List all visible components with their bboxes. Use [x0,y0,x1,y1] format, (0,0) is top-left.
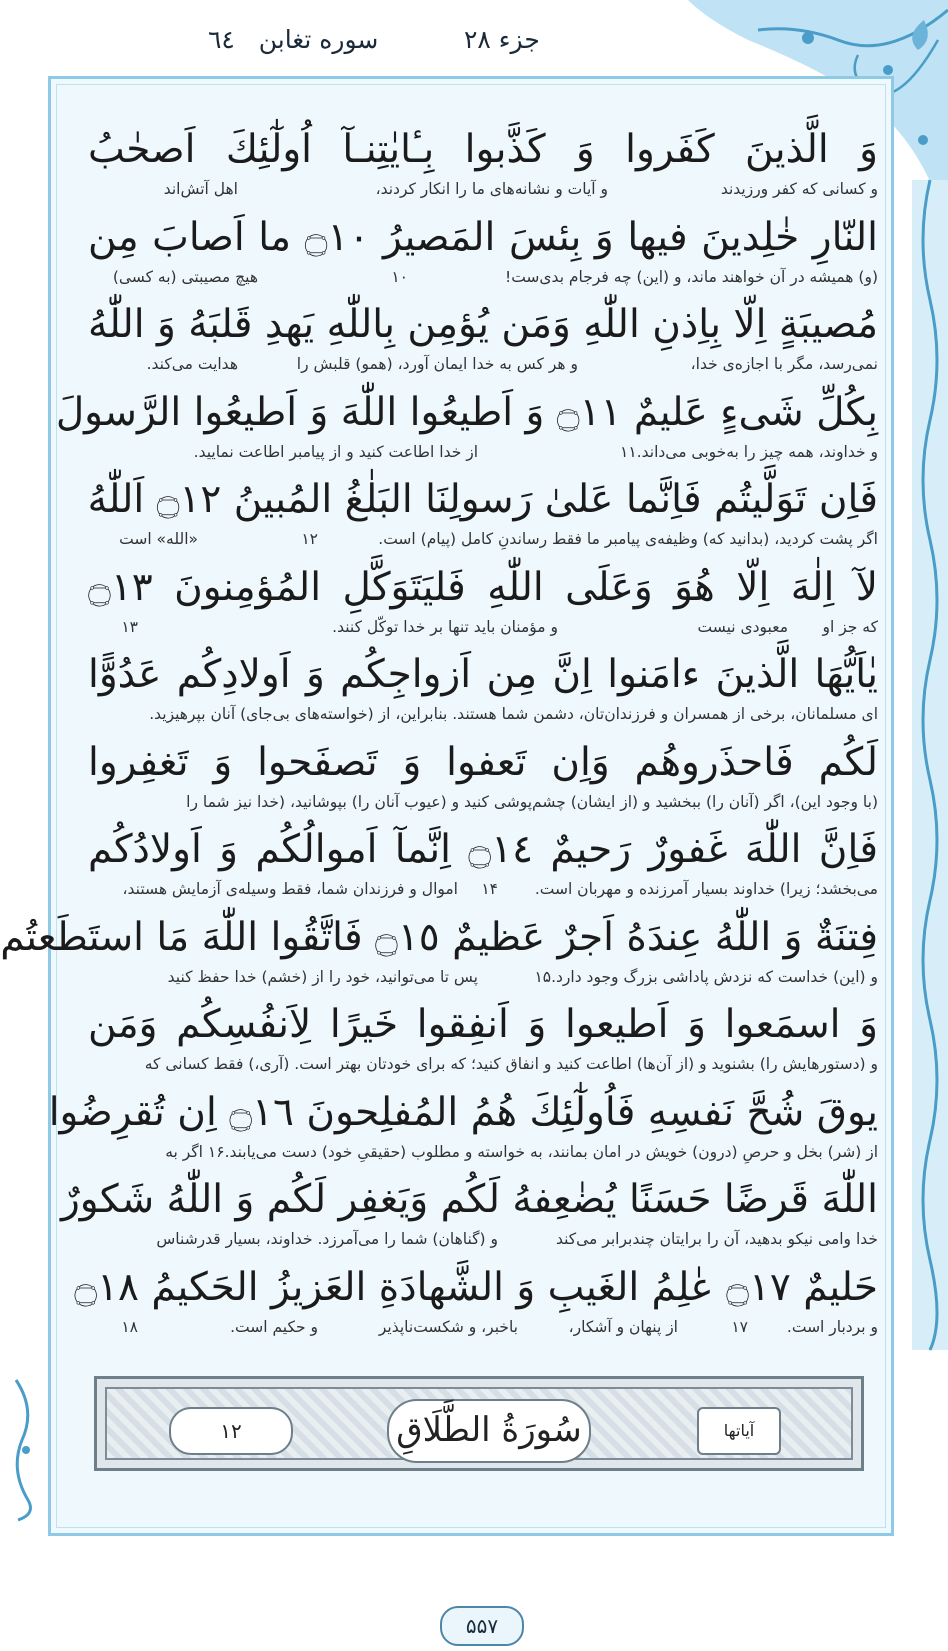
verse-line [0,908,878,964]
arabic-text: يٰاَيُّهَا الَّذينَ ءامَنوا اِنَّ مِن اَزواجِكُم وَ اَولادِكُم عَدُوًّا [88,652,878,697]
translation-line [88,1226,878,1252]
surah-banner [94,1376,864,1471]
translation-line [88,876,878,902]
surah-name [208,18,378,62]
translation-fragment: اهل آتش‌اند [163,180,238,198]
verse-line [88,733,878,789]
translation-fragment: هدایت می‌کند. [146,355,238,373]
translation-fragment: باخبر، و شکست‌ناپذیر [378,1317,518,1336]
translation-line [88,351,878,377]
translation-fragment: و (این) خداست که نزدش پاداشی بزرگ وجود دارد.۱۵ [534,967,878,986]
translation-fragment: ۱۲ [301,530,318,548]
translation-line [88,1314,878,1340]
verse-line [88,820,878,876]
ayat-label: آیاتها [697,1407,781,1455]
arabic-text: فَاِن تَوَلَّيتُم فَاِنَّما عَلىٰ رَسولِنَا البَلٰغُ المُبينُ ۝١٢ اَللّٰهُ [87,477,878,522]
arabic-text: حَليمٌ ۝١٧ عٰلِمُ الغَيبِ وَ الشَّهادَةِ العَزيزُ الحَكيمُ ۝١٨ [74,1264,878,1310]
surah-number: ٦٤ [208,25,235,54]
verse-line [88,645,878,701]
translation-line [88,1139,878,1165]
translation-fragment: اگر پشت کردید، (بدانید که) وظیفه‌ی پیامبر ما فقط رساندنِ کامل (پیام) است. [378,530,878,548]
translation-fragment: خدا وامی نیکو بدهید، آن را برایتان چندبرابر می‌کند [555,1230,878,1248]
translation-fragment: «الله» است [119,530,198,548]
translation-fragment: می‌بخشد؛ زیرا) خداوند بسیار آمرزنده و مهربان است. [534,880,878,898]
translation-fragment: و بردبار است. [786,1317,878,1336]
translation-fragment: و (گناهان) شما را می‌آمرزد. خداوند، بسیار قدرشناس [156,1230,498,1248]
arabic-text: يوقَ شُحَّ نَفسِهِ فَاُولٰٓئِكَ هُمُ المُفلِحونَ ۝١٦ اِن تُقرِضُوا [48,1089,878,1135]
translation-fragment: پس تا می‌توانید، خود را از (خشم) خدا حفظ کنید [167,967,478,986]
translation-line [88,789,878,815]
translation-fragment: ۱۸ [121,1317,138,1336]
translation-line [88,701,878,727]
verse-line [74,1258,878,1314]
translation-fragment: از پنهان و آشکار، [568,1317,678,1336]
translation-fragment: (با وجود این)، اگر (آنان را) ببخشید و (از ایشان) چشم‌پوشی کنید و (عیوب آنان را) بپوشانید، (خدا نیز شما را [186,792,878,811]
arabic-text: فِتنَةٌ وَ اللّٰهُ عِندَهُ اَجرٌ عَظيمٌ ۝١٥ فَاتَّقُوا اللّٰهَ مَا استَطَعتُم [0,914,878,960]
arabic-text: النّارِ خٰلِدينَ فيها وَ بِئسَ المَصيرُ ۝١٠ ما اَصابَ مِن [88,214,878,260]
verse-line [88,470,878,526]
translation-line [88,176,878,202]
translation-line [88,264,878,290]
translation-fragment: و (دستورهایش را) بشنوید و (از آن‌ها) اطاعت کنید و انفاق کنید؛ که برای خودتان بهتر است. (آری،) فقط کسانی که [144,1055,878,1073]
verse-line [88,995,878,1051]
translation-fragment: اموال و فرزندان شما، فقط وسیله‌ی آزمایش هستند، [122,880,458,898]
translation-fragment: نمی‌رسد، مگر با اجازه‌ی خدا، [690,355,878,373]
verse-line [88,208,878,264]
translation-fragment: که جز او [822,617,878,636]
translation-fragment: معبودی نیست [697,617,788,636]
translation-fragment: و آیات و نشانه‌های ما را انکار کردند، [375,180,608,198]
translation-fragment: هیچ مصیبتی (به کسی) [112,267,258,286]
translation-line [88,614,878,640]
arabic-text: بِكُلِّ شَىءٍ عَليمٌ ۝١١ وَ اَطيعُوا اللّٰهَ وَ اَطيعُوا الرَّسولَ [55,389,878,435]
arabic-text: لآ اِلٰهَ اِلّا هُوَ وَعَلَى اللّٰهِ فَليَتَوَكَّلِ المُؤمِنونَ ۝١٣ [88,564,878,610]
translation-fragment: ۱۳ [121,617,138,636]
page-number: ۵۵۷ [440,1606,524,1646]
translation-fragment: از خدا اطاعت کنید و از پیامبر اطاعت نمایید. [193,442,478,461]
arabic-text: وَ الَّذينَ كَفَروا وَ كَذَّبوا بِـٔايٰتِنـآ اُولٰٓئِكَ اَصحٰبُ [88,127,878,172]
translation-fragment: ۱۰ [391,267,408,286]
surah-title: سوره تغابن [258,25,379,54]
translation-fragment: و مؤمنان باید تنها بر خدا توکّل کنند. [332,617,558,636]
arabic-text: لَكُم فَاحذَروهُم وَاِن تَعفوا وَ تَصفَحوا وَ تَغفِروا [88,739,878,785]
translation-fragment: و هر کس به خدا ایمان آورد، (همو) قلبش را [296,355,578,373]
verse-line [48,1083,878,1139]
translation-fragment: و کسانی که کفر ورزیدند [720,180,878,198]
translation-fragment: و حکیم است. [230,1317,318,1336]
translation-fragment: (و) همیشه در آن خواهند ماند، و (این) چه فرجام بدی‌ست! [505,267,878,286]
arabic-text: وَ اسمَعوا وَ اَطيعوا وَ اَنفِقوا خَيرًا لِاَنفُسِكُم وَمَن [88,1002,878,1047]
translation-fragment: و خداوند، همه چیز را به‌خوبی می‌داند.۱۱ [620,442,878,461]
translation-fragment: ای مسلمانان، برخی از همسران و فرزندان‌تان، دشمن شما هستند. بنابراین، از (خواسته‌های بی‌جای) آنان بپرهیزید. [149,705,878,723]
floral-side-ornament [912,180,948,1350]
verse-line [88,295,878,351]
verse-line [60,1170,878,1226]
verse-line [88,558,878,614]
floral-left-ornament [12,1380,42,1520]
translation-line [88,526,878,552]
translation-fragment: ۱۷ [731,1317,748,1336]
verse-line [88,120,878,176]
juz-label: جزء ۲۸ [464,25,540,54]
translation-line [88,1051,878,1077]
verse-line [55,383,878,439]
translation-fragment: ۱۴ [481,880,498,898]
banner-pattern [105,1387,853,1460]
translation-line [88,964,878,990]
arabic-text: فَاِنَّ اللّٰهَ غَفورٌ رَحيمٌ ۝١٤ اِنَّمآ اَموالُكُم وَ اَولادُكُم [88,827,878,872]
translation-line [88,439,878,465]
ayat-count: ١٢ [169,1407,293,1455]
arabic-text: اللّٰهَ قَرضًا حَسَنًا يُضٰعِفهُ لَكُم وَيَغفِر لَكُم وَ اللّٰهُ شَكورٌ [60,1177,878,1222]
next-surah-title: سُورَةُ الطَّلَاقِ [387,1399,591,1463]
translation-fragment: از (شر) بخل و حرصِ (درون) خویش در امان بمانند، به خواسته و مطلوب (حقیقیِ خود) دست می‌یابند.۱۶ اگر به [165,1142,878,1161]
arabic-text: مُصيبَةٍ اِلّا بِاِذنِ اللّٰهِ وَمَن يُؤمِن بِاللّٰهِ يَهدِ قَلبَهُ وَ اللّٰهُ [88,302,878,347]
